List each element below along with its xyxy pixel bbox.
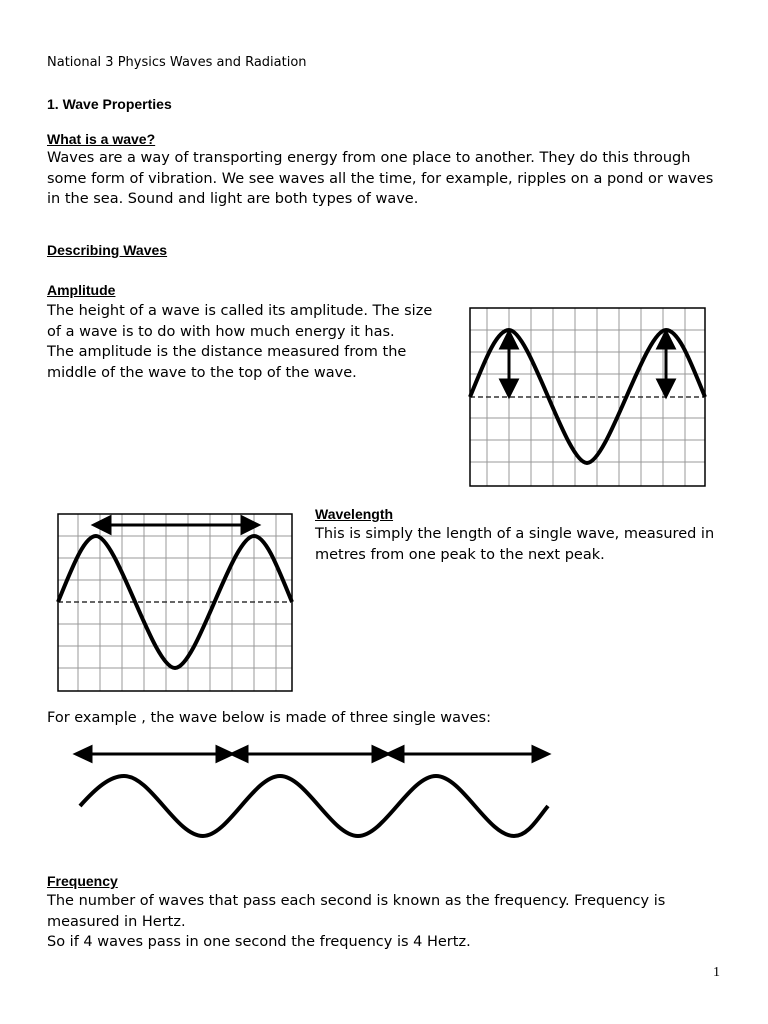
amplitude-diagram xyxy=(470,308,705,486)
text-line: some form of vibration. We see waves all the time, for example, ripples on a pond or waves xyxy=(47,170,714,187)
three-waves-diagram xyxy=(76,744,550,840)
text-line: middle of the wave to the top of the wave. xyxy=(47,364,357,381)
text-line: So if 4 waves pass in one second the frequency is 4 Hertz. xyxy=(47,934,471,951)
text-line: measured in Hertz. xyxy=(47,913,186,930)
frequency-paragraph xyxy=(47,891,665,953)
frequency-heading: Frequency xyxy=(47,873,118,889)
wavelength-arrow xyxy=(232,747,388,761)
text-line: metres from one peak to the next peak. xyxy=(315,546,605,563)
example-text: For example , the wave below is made of three single waves: xyxy=(47,710,491,726)
wave-curve xyxy=(80,776,548,836)
wavelength-diagram xyxy=(58,514,292,691)
amplitude-paragraph xyxy=(47,301,432,383)
amplitude-arrow-left xyxy=(501,332,517,396)
page-number: 1 xyxy=(713,965,720,980)
text-line: This is simply the length of a single wave, measured in xyxy=(315,526,715,542)
wavelength-paragraph xyxy=(315,524,714,565)
describing-waves-heading: Describing Waves xyxy=(47,242,168,258)
text-line: The number of waves that pass each second is known as the frequency. Frequency is xyxy=(47,893,666,909)
page-header: National 3 Physics Waves and Radiation xyxy=(47,55,307,70)
text-line: in the sea. Sound and light are both types of wave. xyxy=(47,191,419,208)
amplitude-heading: Amplitude xyxy=(47,282,116,298)
text-line: The amplitude is the distance measured from the xyxy=(47,344,407,361)
wavelength-arrow xyxy=(388,747,548,761)
wavelength-arrow xyxy=(94,517,258,533)
what-is-wave-heading: What is a wave? xyxy=(47,131,156,147)
text-line: The height of a wave is called its amplitude. The size xyxy=(47,303,433,319)
wavelength-arrow xyxy=(76,747,232,761)
amplitude-arrow-right xyxy=(658,332,674,396)
text-line: Waves are a way of transporting energy from one place to another. They do this through xyxy=(47,150,691,166)
what-is-wave-paragraph xyxy=(47,148,713,210)
section-title: 1. Wave Properties xyxy=(47,96,172,112)
wavelength-heading: Wavelength xyxy=(315,506,394,522)
text-line: of a wave is to do with how much energy it has. xyxy=(47,323,395,340)
